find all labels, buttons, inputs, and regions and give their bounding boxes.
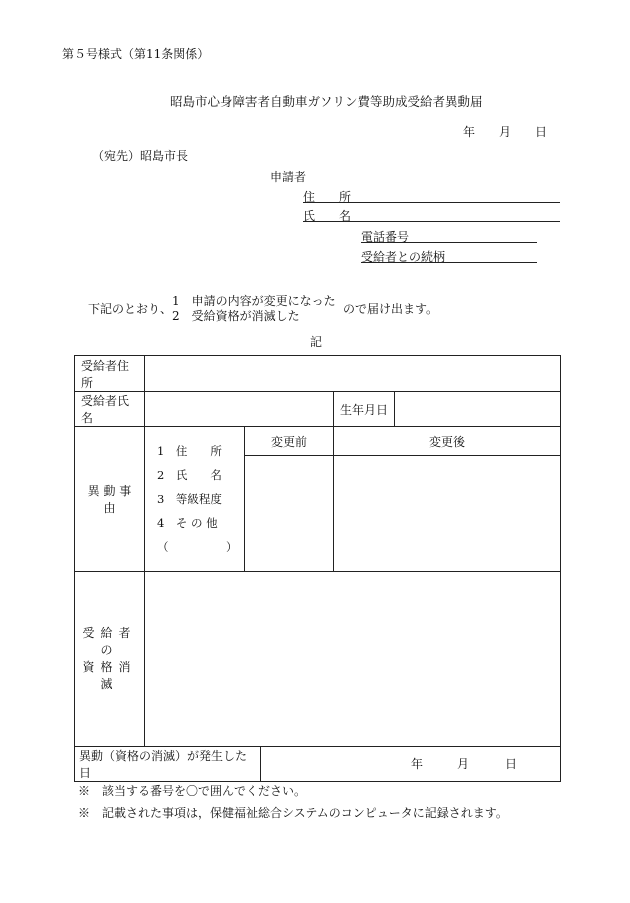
occurred-date-label: 異動（資格の消滅）が発生した日 (75, 747, 261, 782)
qualification-lost-line-2: 資格消滅 (82, 660, 137, 691)
recipient-name-label: 受給者氏名 (75, 392, 145, 427)
recipient-name-field[interactable] (145, 392, 334, 427)
qualification-lost-line-1: 受給者の (82, 626, 137, 657)
recipient-address-label: 受給者住所 (75, 356, 145, 392)
before-change-header: 変更前 (245, 427, 334, 456)
addressee: （宛先）昭島市長 (92, 149, 189, 163)
before-change-field[interactable] (245, 456, 334, 572)
change-reason-options[interactable] (145, 427, 245, 572)
applicant-heading: 申請者 (270, 170, 307, 184)
statement-prefix: 下記のとおり、 (88, 302, 173, 316)
statement-option-2[interactable]: 2 受給資格が消滅した (172, 309, 300, 323)
birth-date-field[interactable] (395, 392, 561, 427)
occurred-month: 月 (457, 757, 470, 771)
ki-label: 記 (310, 335, 323, 349)
birth-date-label: 生年月日 (334, 392, 395, 427)
date-year: 年 (463, 125, 476, 139)
applicant-phone-label: 電話番号 (361, 230, 410, 244)
applicant-address-label: 住 所 (303, 190, 352, 204)
applicant-relation-label: 受給者との続柄 (361, 250, 446, 264)
note-2: ※ 記載された事項は，保健福祉総合システムのコンピュータに記録されます。 (78, 806, 508, 820)
applicant-phone-field[interactable] (361, 228, 537, 243)
occurred-day: 日 (505, 757, 518, 771)
date-day: 日 (535, 125, 548, 139)
form-table (74, 355, 561, 782)
statement-suffix: ので届け出ます。 (343, 302, 439, 316)
after-change-header: 変更後 (334, 427, 561, 456)
reason-option-other-detail[interactable]: （ ） (157, 540, 238, 554)
applicant-address-field[interactable] (303, 188, 560, 203)
form-number: 第５号様式（第11条関係） (62, 47, 210, 61)
applicant-name-label: 氏 名 (303, 209, 352, 223)
occurred-year: 年 (411, 757, 424, 771)
reason-option-name[interactable]: 2 氏 名 (157, 468, 222, 482)
applicant-relation-field[interactable] (361, 248, 537, 263)
date-month: 月 (499, 125, 512, 139)
applicant-name-field[interactable] (303, 207, 560, 222)
qualification-lost-label (75, 572, 145, 747)
page-title: 昭島市心身障害者自動車ガソリン費等助成受給者異動届 (170, 94, 483, 109)
occurred-date-field[interactable] (261, 747, 561, 782)
reason-option-address[interactable]: 1 住 所 (157, 444, 222, 458)
after-change-field[interactable] (334, 456, 561, 572)
qualification-lost-field[interactable] (145, 572, 561, 747)
statement-option-1[interactable]: 1 申請の内容が変更になった (172, 294, 336, 308)
note-1: ※ 該当する番号を〇で囲んでください。 (78, 784, 307, 798)
reason-option-grade[interactable]: 3 等級程度 (157, 492, 222, 506)
change-reason-label: 異 動 事 由 (75, 427, 145, 572)
reason-option-other[interactable]: 4 そ の 他 (157, 516, 218, 530)
recipient-address-field[interactable] (145, 356, 561, 392)
